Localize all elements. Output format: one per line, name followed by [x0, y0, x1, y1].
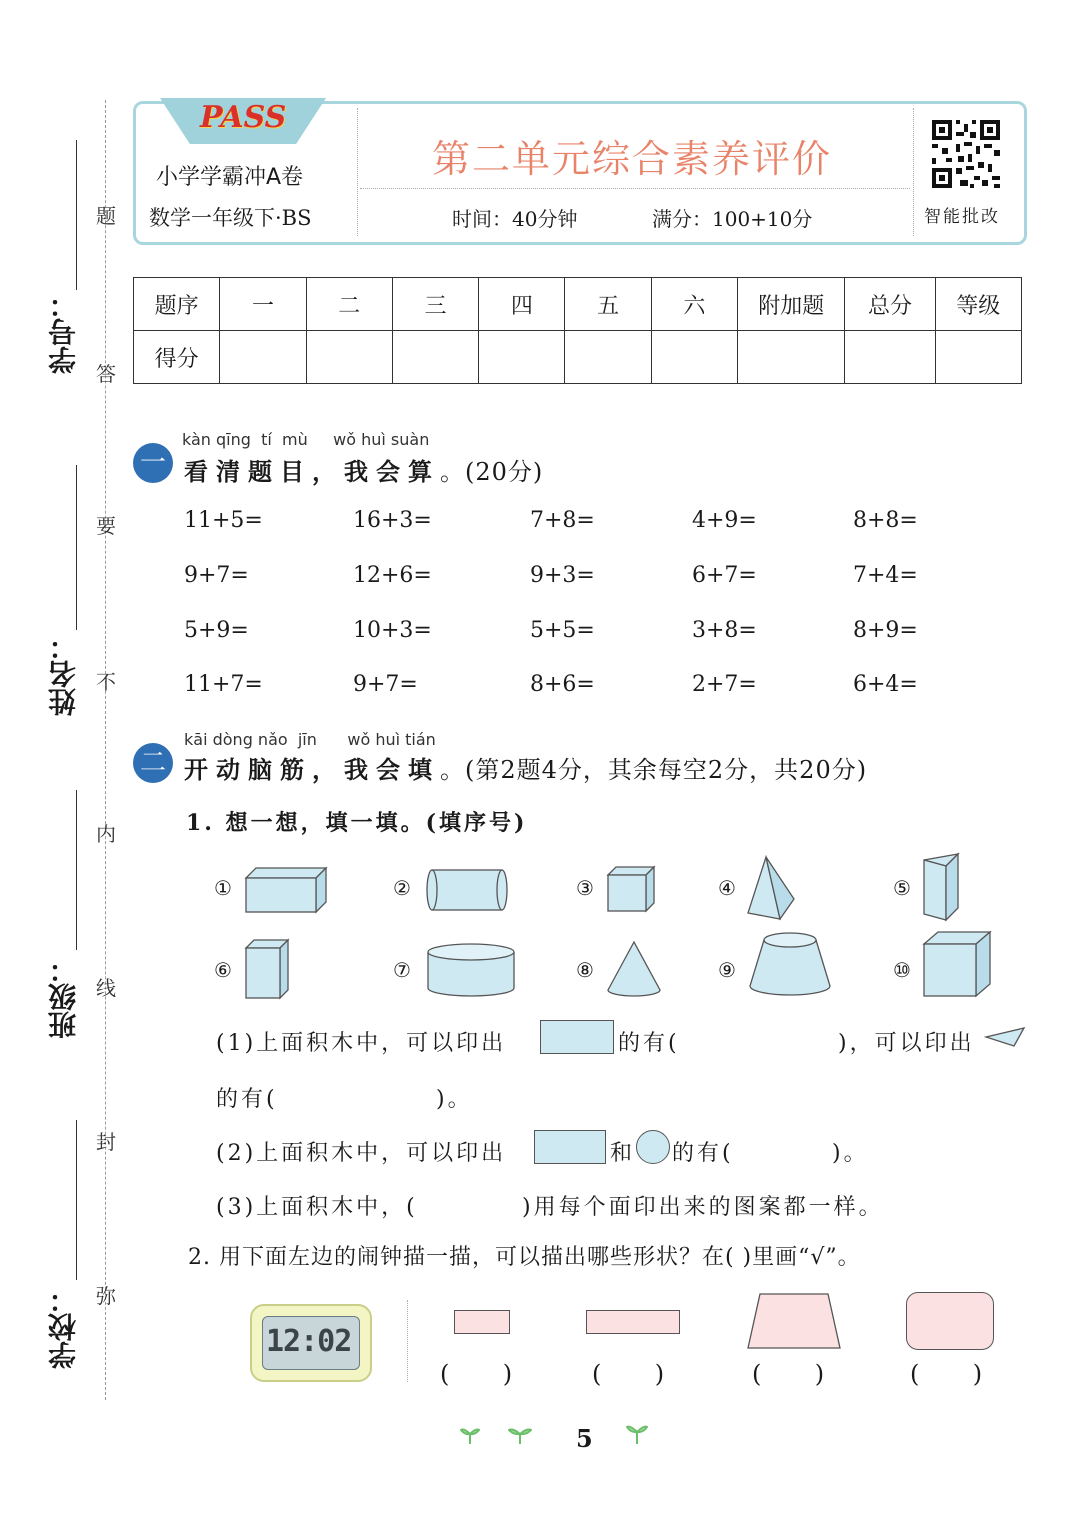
table-cell: 题序: [134, 278, 220, 331]
section-badge: 二: [133, 743, 173, 783]
seal-char: 题: [96, 204, 116, 228]
section-title: [184, 452, 543, 487]
qr-caption: 智能批改: [924, 207, 1000, 227]
q1-sub1-part5: )。: [436, 1087, 473, 1112]
trapezoid-option: [746, 1292, 842, 1350]
section-badge: 一: [133, 443, 173, 483]
table-cell: 总分: [845, 278, 935, 331]
section-title-text: 开动脑筋，我会填: [184, 755, 440, 784]
subject-name: 数学一年级下·BS: [149, 206, 312, 230]
problem: 9+3=: [530, 563, 595, 588]
shape-number: ⑦: [393, 958, 411, 982]
q1-sub3-part1: (3)上面积木中，(: [216, 1195, 418, 1220]
q1-sub2-part4: )。: [832, 1141, 869, 1166]
name-label: 姓名：: [47, 632, 80, 716]
table-cell: 四: [479, 278, 565, 331]
divider: [407, 1300, 408, 1382]
problem: 8+6=: [530, 672, 595, 697]
section-note: 。(第2题4分，其余每空2分，共20分): [440, 756, 868, 784]
answer-paren[interactable]: ( ): [752, 1360, 825, 1388]
cuboid-icon: [244, 866, 328, 914]
header-divider-left: [357, 108, 358, 236]
score-input-cell[interactable]: [935, 331, 1021, 384]
pass-logo: PASS: [200, 100, 287, 135]
full-score: 满分：100+10分: [652, 207, 813, 231]
answer-paren[interactable]: ( ): [592, 1360, 665, 1388]
shape-number: ⑨: [718, 958, 736, 982]
problem: 4+9=: [692, 508, 757, 533]
header-divider-right: [913, 108, 914, 236]
alarm-clock-icon: [250, 1304, 372, 1382]
problem: 10+3=: [353, 618, 432, 643]
problem: 3+8=: [692, 618, 757, 643]
problem: 2+7=: [692, 672, 757, 697]
page-number: 5: [576, 1424, 593, 1453]
table-cell: 五: [565, 278, 651, 331]
student-id-line: [76, 140, 77, 290]
question-2-title: 2. 用下面左边的闹钟描一描，可以描出哪些形状？在( )里画“√”。: [188, 1245, 861, 1270]
sprout-icon: [508, 1426, 532, 1444]
q1-sub2-part2: 和: [610, 1141, 636, 1166]
student-id-label: 学号：: [47, 290, 80, 374]
unit-title: 第二单元综合素养评价: [432, 137, 833, 181]
shape-number: ④: [718, 876, 736, 900]
answer-blank[interactable]: [686, 1024, 836, 1054]
shape-number: ⑤: [893, 876, 911, 900]
class-label: 班级：: [47, 955, 80, 1039]
rectangle-shape-icon: [534, 1130, 606, 1164]
seal-char: 线: [96, 976, 116, 1000]
seal-char: 要: [96, 514, 116, 538]
tall-cuboid-icon: [244, 938, 290, 1000]
score-input-cell[interactable]: [220, 331, 306, 384]
triangular-prism-icon: [920, 852, 964, 922]
school-label: 学校：: [47, 1285, 80, 1369]
q1-sub2-part3: 的有(: [672, 1141, 734, 1166]
section-pinyin: kàn qīng tí mù wǒ huì suàn: [182, 430, 430, 449]
qr-code-icon[interactable]: [930, 118, 1002, 190]
answer-blank[interactable]: [740, 1134, 830, 1164]
problem: 5+5=: [530, 618, 595, 643]
long-rectangle-option: [586, 1310, 680, 1334]
problem: 16+3=: [353, 508, 432, 533]
table-cell: 一: [220, 278, 306, 331]
sprout-icon: [626, 1424, 648, 1444]
rectangle-shape-icon: [540, 1020, 614, 1054]
q1-sub1-part3: )，可以印出: [838, 1031, 975, 1056]
problem: 6+4=: [853, 672, 918, 697]
shape-number: ⑧: [576, 958, 594, 982]
shape-number: ①: [214, 876, 232, 900]
score-input-cell[interactable]: [845, 331, 935, 384]
seal-char: 弥: [96, 1284, 116, 1308]
score-input-cell[interactable]: [565, 331, 651, 384]
frustum-icon: [748, 930, 832, 998]
section-title: [184, 750, 867, 785]
triangle-shape-icon: [984, 1026, 1026, 1048]
seal-char: 答: [96, 362, 116, 386]
name-line: [76, 465, 77, 630]
school-line: [76, 1120, 77, 1280]
seal-char: 封: [96, 1130, 116, 1154]
section-note: 。(20分): [440, 458, 544, 486]
table-cell: 等级: [935, 278, 1021, 331]
shape-number: ③: [576, 876, 594, 900]
problem: 8+8=: [853, 508, 918, 533]
answer-blank[interactable]: [284, 1080, 434, 1110]
large-cube-icon: [922, 930, 992, 998]
problem: 7+4=: [853, 563, 918, 588]
triangular-pyramid-icon: [746, 855, 798, 921]
small-rectangle-option: [454, 1310, 510, 1334]
section-pinyin: kāi dòng nǎo jīn wǒ huì tián: [184, 730, 436, 749]
seal-line: [105, 100, 106, 1400]
sprout-icon: [460, 1426, 480, 1444]
table-cell: 得分: [134, 331, 220, 384]
score-input-cell[interactable]: [738, 331, 845, 384]
section-title-text: 看清题目，我会算: [184, 457, 440, 486]
clock-time: 12:02: [266, 1324, 352, 1359]
q1-sub1-part2: 的有(: [618, 1031, 680, 1056]
table-cell: 三: [392, 278, 478, 331]
header-divider-mid: [360, 188, 910, 189]
series-name: 小学学霸冲A卷: [156, 165, 304, 190]
problem: 11+5=: [184, 508, 263, 533]
shape-number: ⑥: [214, 958, 232, 982]
problem: 8+9=: [853, 618, 918, 643]
seal-char: 内: [96, 822, 116, 846]
seal-char: 不: [96, 670, 116, 694]
q1-sub1-part1: (1)上面积木中，可以印出: [216, 1031, 507, 1056]
circle-shape-icon: [636, 1130, 670, 1164]
shape-number: ⑩: [893, 958, 911, 982]
answer-paren[interactable]: ( ): [440, 1360, 513, 1388]
q1-sub1-part4: 的有(: [216, 1087, 278, 1112]
time-limit: 时间：40分钟: [452, 207, 578, 231]
answer-blank[interactable]: [430, 1188, 520, 1218]
q1-sub2-part1: (2)上面积木中，可以印出: [216, 1141, 507, 1166]
answer-paren[interactable]: ( ): [910, 1360, 983, 1388]
score-input-cell[interactable]: [306, 331, 392, 384]
table-row: [134, 331, 1022, 384]
score-input-cell[interactable]: [392, 331, 478, 384]
cone-icon: [606, 940, 662, 998]
q1-sub3-part2: )用每个面印出来的图案都一样。: [522, 1195, 884, 1220]
rounded-rectangle-option: [906, 1292, 994, 1350]
problem: 9+7=: [353, 672, 418, 697]
table-row: [134, 278, 1022, 331]
cylinder-side-icon: [424, 868, 508, 912]
table-cell: 六: [651, 278, 737, 331]
table-cell: 二: [306, 278, 392, 331]
problem: 6+7=: [692, 563, 757, 588]
score-table: [133, 277, 1022, 384]
cylinder-icon: [426, 942, 516, 998]
class-line: [76, 790, 77, 950]
shape-number: ②: [393, 876, 411, 900]
question-1-title: 1. 想一想，填一填。(填序号): [186, 810, 528, 836]
score-input-cell[interactable]: [479, 331, 565, 384]
problem: 12+6=: [353, 563, 432, 588]
problem: 7+8=: [530, 508, 595, 533]
cube-icon: [606, 865, 656, 913]
table-cell: 附加题: [738, 278, 845, 331]
problem: 5+9=: [184, 618, 249, 643]
problem: 11+7=: [184, 672, 263, 697]
score-input-cell[interactable]: [651, 331, 737, 384]
problem: 9+7=: [184, 563, 249, 588]
